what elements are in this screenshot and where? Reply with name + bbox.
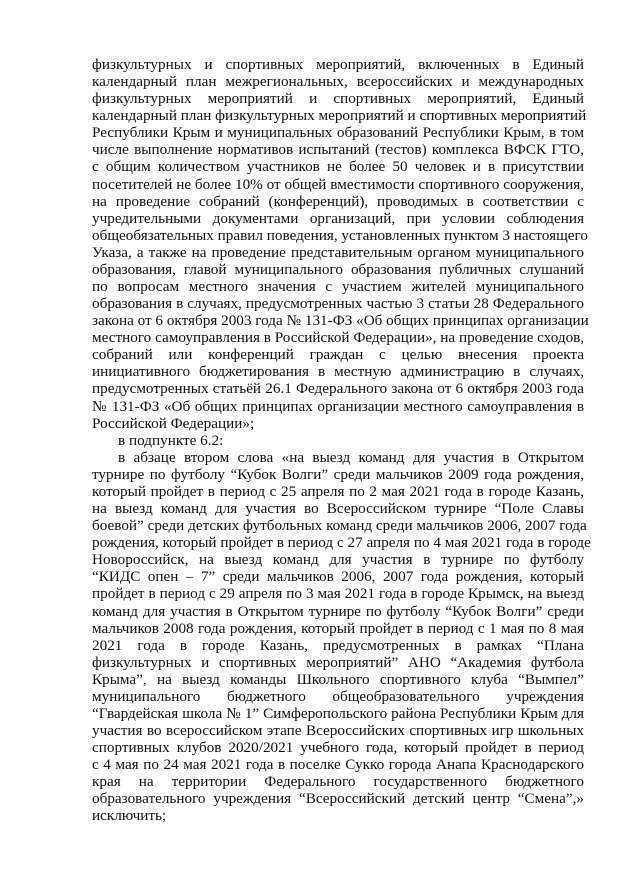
paragraph-sports-events xyxy=(92,56,589,432)
text-line: Российской Федерации»; xyxy=(92,414,255,432)
text-line: муниципального бюджетного общеобразовательного учреждения xyxy=(92,687,584,705)
text-line: на выезд команд для участия во Всероссийском турнире “Поле Славы xyxy=(92,500,584,518)
text-line: инициативного бюджетирования в местную администрацию в случаях, xyxy=(92,363,584,381)
text-line: физкультурных и спортивных мероприятий” АНО “Академия футбола xyxy=(92,653,584,671)
text-line: турнире по футболу “Кубок Волги” среди мальчиков 2009 года рождения, xyxy=(92,465,584,483)
text-line: Республики Крым и муниципальных образований Республики Крым, в том xyxy=(92,124,584,142)
text-line: с 4 мая по 24 мая 2021 года в поселке Сукко города Анапа Краснодарского xyxy=(92,756,584,774)
text-line: Указа, а также на проведение представительным органом муниципального xyxy=(92,243,584,261)
text-line: пройдет в период с 29 апреля по 3 мая 2021 года в городе Крымск, на выезд xyxy=(92,585,584,603)
text-line: с общим количеством участников не более 50 человек и в присутствии xyxy=(92,158,584,176)
paragraph-subclause-6-2 xyxy=(92,432,584,449)
text-line: Крыма”, на выезд команды Школьного спортивного клуба “Вымпел” xyxy=(92,670,584,688)
text-line: числе выполнение нормативов испытаний (тестов) комплекса ВФСК ГТО, xyxy=(92,141,584,159)
text-line: участия во всероссийском этапе Всероссийских спортивных игр школьных xyxy=(92,722,584,740)
text-line: № 131-ФЗ «Об общих принципах организации местного самоуправления в xyxy=(92,397,584,415)
text-line: местного самоуправления в Российской Федерации», на проведение сходов, xyxy=(92,329,585,347)
text-line: “Гвардейская школа № 1” Симферопольского района Республики Крым для xyxy=(92,704,584,722)
text-line: образования в случаях, предусмотренных частью 3 статьи 28 Федерального xyxy=(92,295,584,313)
text-line: спортивных клубов 2020/2021 учебного года, который пройдет в период xyxy=(92,739,584,757)
text-line: 2021 года в городе Казань, предусмотренных в рамках “Плана xyxy=(92,636,584,654)
text-line: учредительными документами организаций, при условии соблюдения xyxy=(92,209,584,227)
paragraph-second-abzats xyxy=(92,448,591,825)
text-line: календарный план физкультурных мероприятий и спортивных мероприятий xyxy=(92,107,587,125)
text-line: на проведение собраний (конференций), проводимых в соответствии с xyxy=(92,192,584,210)
text-line: “КИДС опен – 7” среди мальчиков 2006, 2007 года рождения, который xyxy=(92,568,584,586)
text-line: календарный план межрегиональных, всероссийских и международных xyxy=(92,73,584,91)
text-line: который пройдет в период с 25 апреля по 2 мая 2021 года в городе Казань, xyxy=(92,482,584,500)
text-line: образования, главой муниципального образования публичных слушаний xyxy=(92,260,584,278)
text-line: по вопросам местного значения с участием жителей муниципального xyxy=(92,278,584,296)
text-line: предусмотренных статьёй 26.1 Федерального закона от 6 октября 2003 года xyxy=(92,380,584,398)
text-line: команд для участия в Открытом турнире по футболу “Кубок Волги” среди xyxy=(92,602,584,620)
text-line: в подпункте 6.2: xyxy=(118,431,224,449)
text-line: закона от 6 октября 2003 года № 131-ФЗ «Об общих принципах организации xyxy=(92,312,589,330)
text-line: посетителей не более 10% от общей вместимости спортивного сооружения, xyxy=(92,175,584,193)
text-line: исключить; xyxy=(92,807,167,825)
text-line: в абзаце втором слова «на выезд команд для участия в Открытом xyxy=(118,448,584,466)
text-line: Новороссийск, на выезд команд для участия в турнире по футболу xyxy=(92,551,584,569)
text-line: края на территории Федерального государственного бюджетного xyxy=(92,773,584,791)
text-line: физкультурных и спортивных мероприятий, включенных в Единый xyxy=(92,56,584,73)
text-line: рождения, который пройдет в период с 27 апреля по 4 мая 2021 года в городе xyxy=(92,534,591,552)
text-line: физкультурных мероприятий и спортивных мероприятий, Единый xyxy=(92,90,584,108)
text-line: боевой” среди детских футбольных команд среди мальчиков 2006, 2007 года xyxy=(92,517,587,535)
text-line: общеобязательных правил поведения, установленных пунктом 3 настоящего xyxy=(92,226,588,244)
text-line: образовательного учреждения “Всероссийский детский центр “Смена”,» xyxy=(92,790,584,808)
text-line: собраний или конференций граждан с целью внесения проекта xyxy=(92,346,584,364)
text-line: мальчиков 2008 года рождения, который пройдет в период с 1 мая по 8 мая xyxy=(92,619,584,637)
